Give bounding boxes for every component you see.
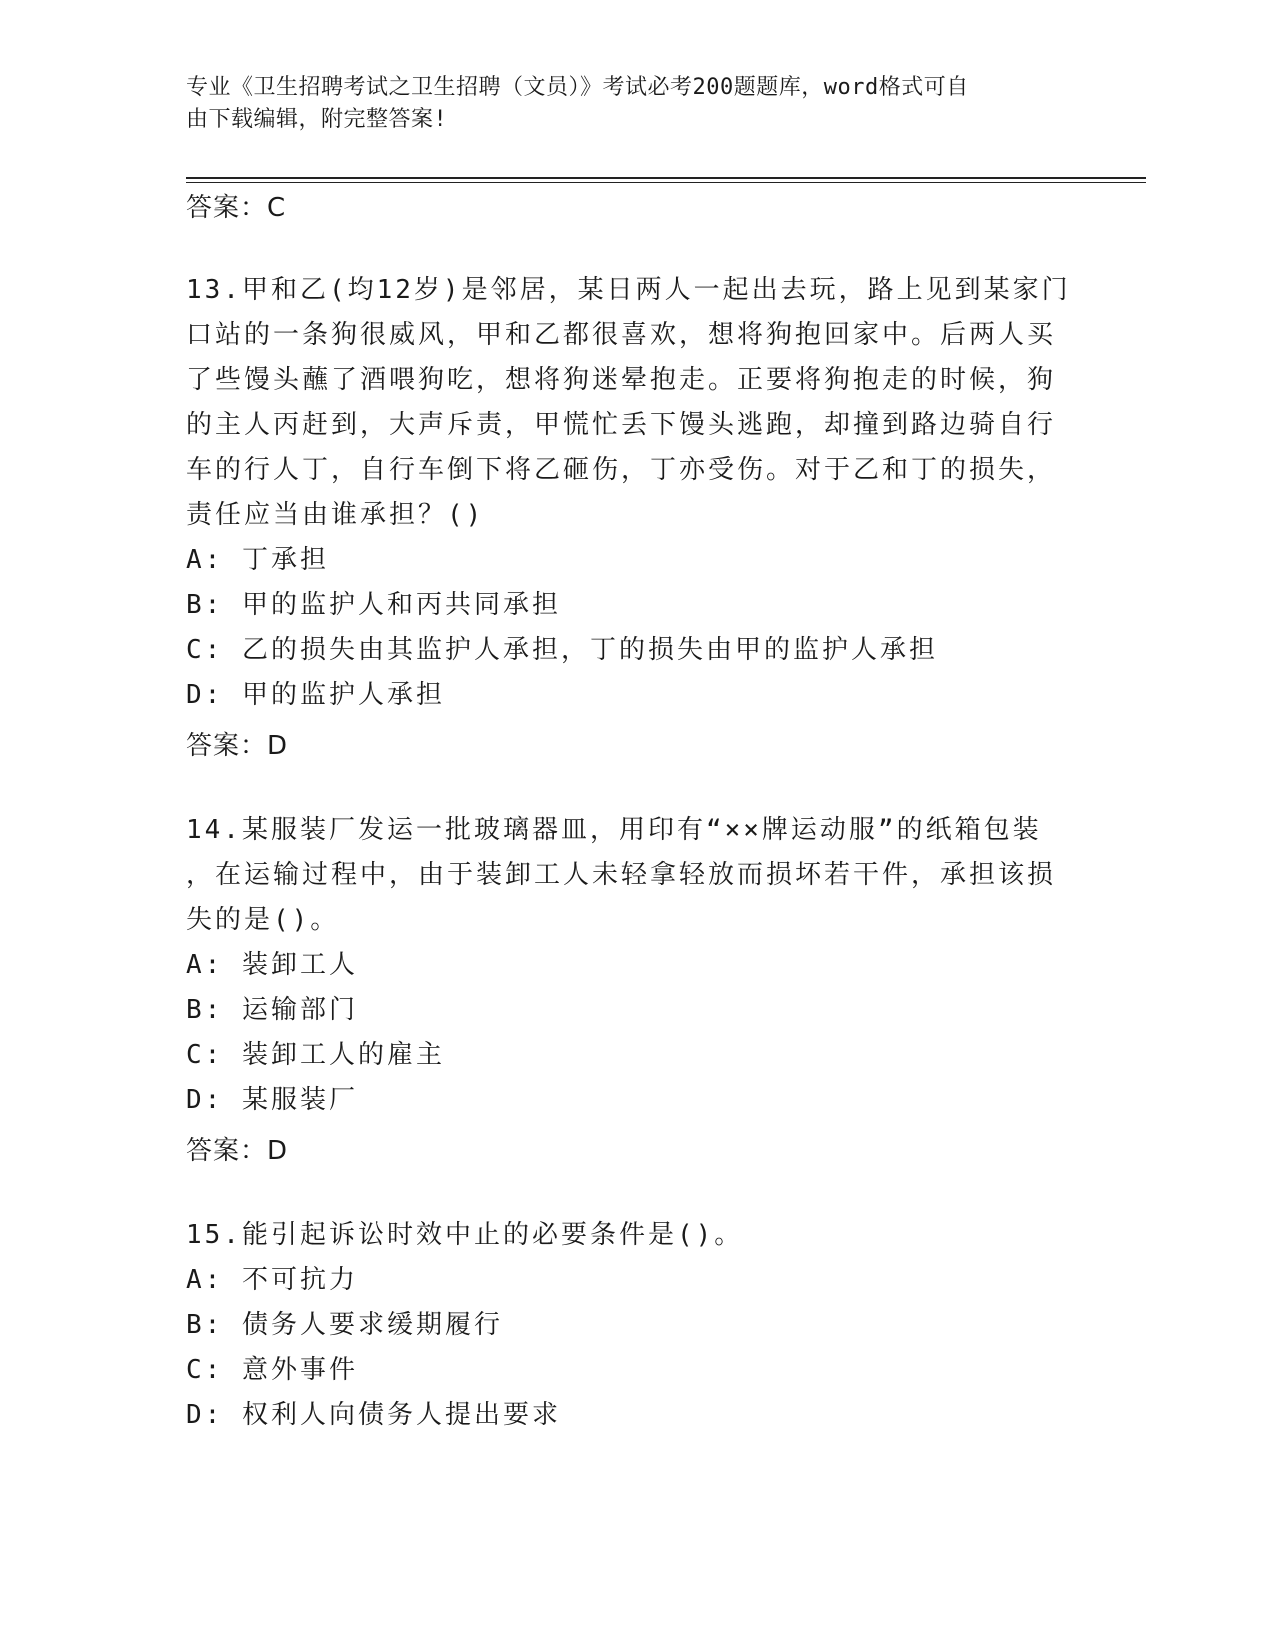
stem-line: ，在运输过程中，由于装卸工人未轻拿轻放而损坏若干件，承担该损 [186,860,1057,890]
option-b: B: 债务人要求缓期履行 [186,1310,503,1340]
option-c: C: 意外事件 [186,1355,358,1385]
answer-14: 答案：D [186,1136,289,1166]
option-a: A: 不可抗力 [186,1265,358,1295]
option-d: D: 甲的监护人承担 [186,680,445,710]
question-stem [186,808,1056,943]
stem-line: 15.能引起诉讼时效中止的必要条件是()。 [186,1220,744,1250]
question-stem [186,1213,743,1258]
stem-line: 车的行人丁，自行车倒下将乙砸伤，丁亦受伤。对于乙和丁的损失， [186,455,1057,485]
document-header [186,72,1066,136]
header-divider-thick [186,177,1146,179]
stem-line: 14.某服装厂发运一批玻璃器皿，用印有“××牌运动服”的纸箱包装 [186,815,1042,845]
option-c: C: 乙的损失由其监护人承担，丁的损失由甲的监护人承担 [186,635,938,665]
previous-answer: 答案：C [186,193,287,223]
option-a: A: 装卸工人 [186,950,358,980]
option-a: A: 丁承担 [186,545,329,575]
header-divider-thin [186,182,1146,183]
header-line-1: 专业《卫生招聘考试之卫生招聘（文员）》考试必考200题题库，word格式可自 [186,75,969,100]
option-d: D: 权利人向债务人提出要求 [186,1400,561,1430]
stem-line: 责任应当由谁承担？() [186,500,485,530]
question-stem [186,268,1071,538]
option-b: B: 甲的监护人和丙共同承担 [186,590,561,620]
stem-line: 13.甲和乙(均12岁)是邻居，某日两人一起出去玩，路上见到某家门 [186,275,1071,305]
question-15 [186,1213,743,1438]
option-d: D: 某服装厂 [186,1085,358,1115]
option-c: C: 装卸工人的雇主 [186,1040,445,1070]
question-14 [186,808,1056,1123]
answer-13: 答案：D [186,731,289,761]
header-line-2: 由下载编辑，附完整答案! [186,107,448,132]
stem-line: 失的是()。 [186,905,340,935]
option-b: B: 运输部门 [186,995,358,1025]
stem-line: 口站的一条狗很威风，甲和乙都很喜欢，想将狗抱回家中。后两人买 [186,320,1057,350]
stem-line: 的主人丙赶到，大声斥责，甲慌忙丢下馒头逃跑，却撞到路边骑自行 [186,410,1057,440]
question-13 [186,268,1071,718]
stem-line: 了些馒头蘸了酒喂狗吃，想将狗迷晕抱走。正要将狗抱走的时候，狗 [186,365,1057,395]
